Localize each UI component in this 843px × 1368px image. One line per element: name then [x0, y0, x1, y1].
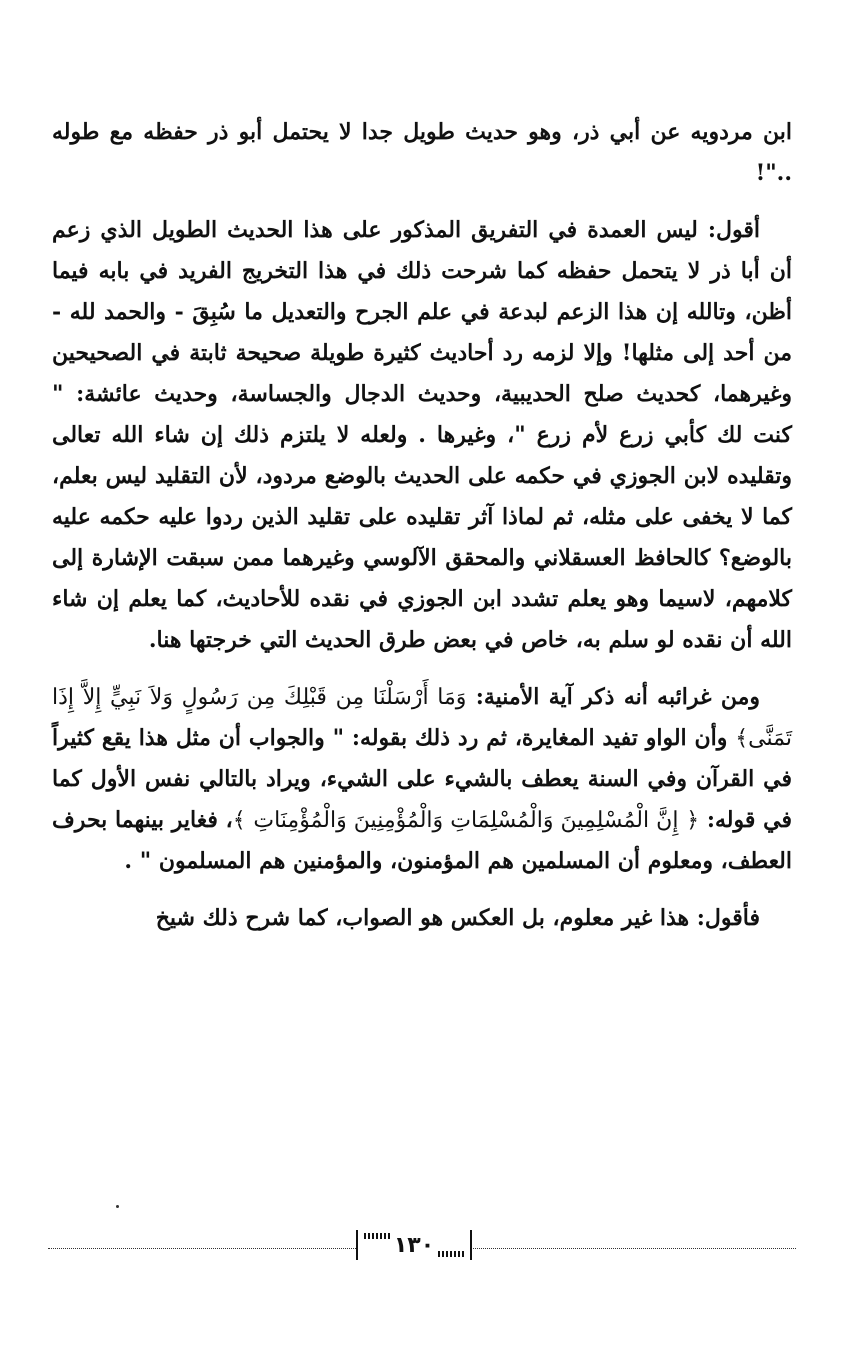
page-body — [52, 112, 792, 939]
quran-verse-tamanni: وَمَا أَرْسَلْنَا مِن قَبْلِكَ مِن رَسُولٍ وَلاَ نَبِيٍّ إِلاَّ إِذَا تَمَنَّى — [52, 685, 792, 751]
page-number-ornament — [356, 1230, 472, 1260]
verse-commentary-text: وأن الواو تفيد المغايرة، ثم رد ذلك بقوله: " والجواب أن مثل هذا يقع كثيراً في القرآن وفي السنة يعطف بالشيء على الشيء، ويراد بالتالي نفس الأول كما في قوله: — [52, 725, 792, 833]
print-speck — [116, 1205, 119, 1208]
verse-intro-text: ومن غرائبه أنه ذكر آية الأمنية: — [475, 684, 760, 710]
paragraph-response: فأقول: هذا غير معلوم، بل العكس هو الصواب، كما شرح ذلك شيخ — [155, 905, 760, 931]
quran-verse-muslimin: إِنَّ الْمُسْلِمِينَ وَالْمُسْلِمَاتِ وَالْمُؤْمِنِينَ وَالْمُؤْمِنَاتِ — [253, 808, 679, 833]
quran-bracket-open: ﴿ — [686, 808, 700, 833]
page-footer — [48, 1228, 796, 1264]
quran-bracket-close: ﴾ — [735, 726, 749, 751]
page-number: ١٣٠ — [393, 1232, 435, 1258]
paragraph-continued: ابن مردويه عن أبي ذر، وهو حديث طويل جدا لا يحتمل أبو ذر حفظه مع طوله .."! — [52, 119, 792, 186]
quran-bracket-close-2: ﴾ — [232, 808, 246, 833]
verse-conclusion-text: ، فغاير بينهما بحرف العطف، ومعلوم أن المسلمين هم المؤمنون، والمؤمنين هم المسلمون " . — [52, 807, 792, 874]
paragraph-verse-discussion — [52, 677, 792, 882]
paragraph-reply: أقول: ليس العمدة في التفريق المذكور على هذا الحديث الطويل الذي زعم أن أبا ذر لا يتحمل حفظه كما شرحت ذلك في هذا التخريج الفريد في بابه فيما أظن، وتالله إن هذا الزعم لبدعة في علم الجرح والتعديل ما سُبِقَ - والحمد لله - من أحد إلى مثلها! وإلا لزمه رد أحاديث كثيرة طويلة صحيحة ثابتة في الصحيحين وغيرهما، كحديث صلح الحديبية، وحديث الدجال والجساسة، وحديث عائشة: " كنت لك كأبي زرع لأم زرع "، وغيرها . ولعله لا يلتزم ذلك إن شاء الله تعالى وتقليده لابن الجوزي في حكمه على الحديث بالوضع مردود، لأن التقليد ليس بعلم، كما لا يخفى على مثله، ثم لماذا آثر تقليده على تقليد الذين ردوا عليه حكمه عليه بالوضع؟ كالحافظ العسقلاني والمحقق الآلوسي وغيرهما ممن سبقت الإشارة إلى كلامهم، لاسيما وهو يعلم تشدد ابن الجوزي في نقده للأحاديث، كما يعلم إن شاء الله أن نقده لو سلم به، خاص في بعض طرق الحديث التي خرجتها هنا. — [52, 217, 792, 653]
